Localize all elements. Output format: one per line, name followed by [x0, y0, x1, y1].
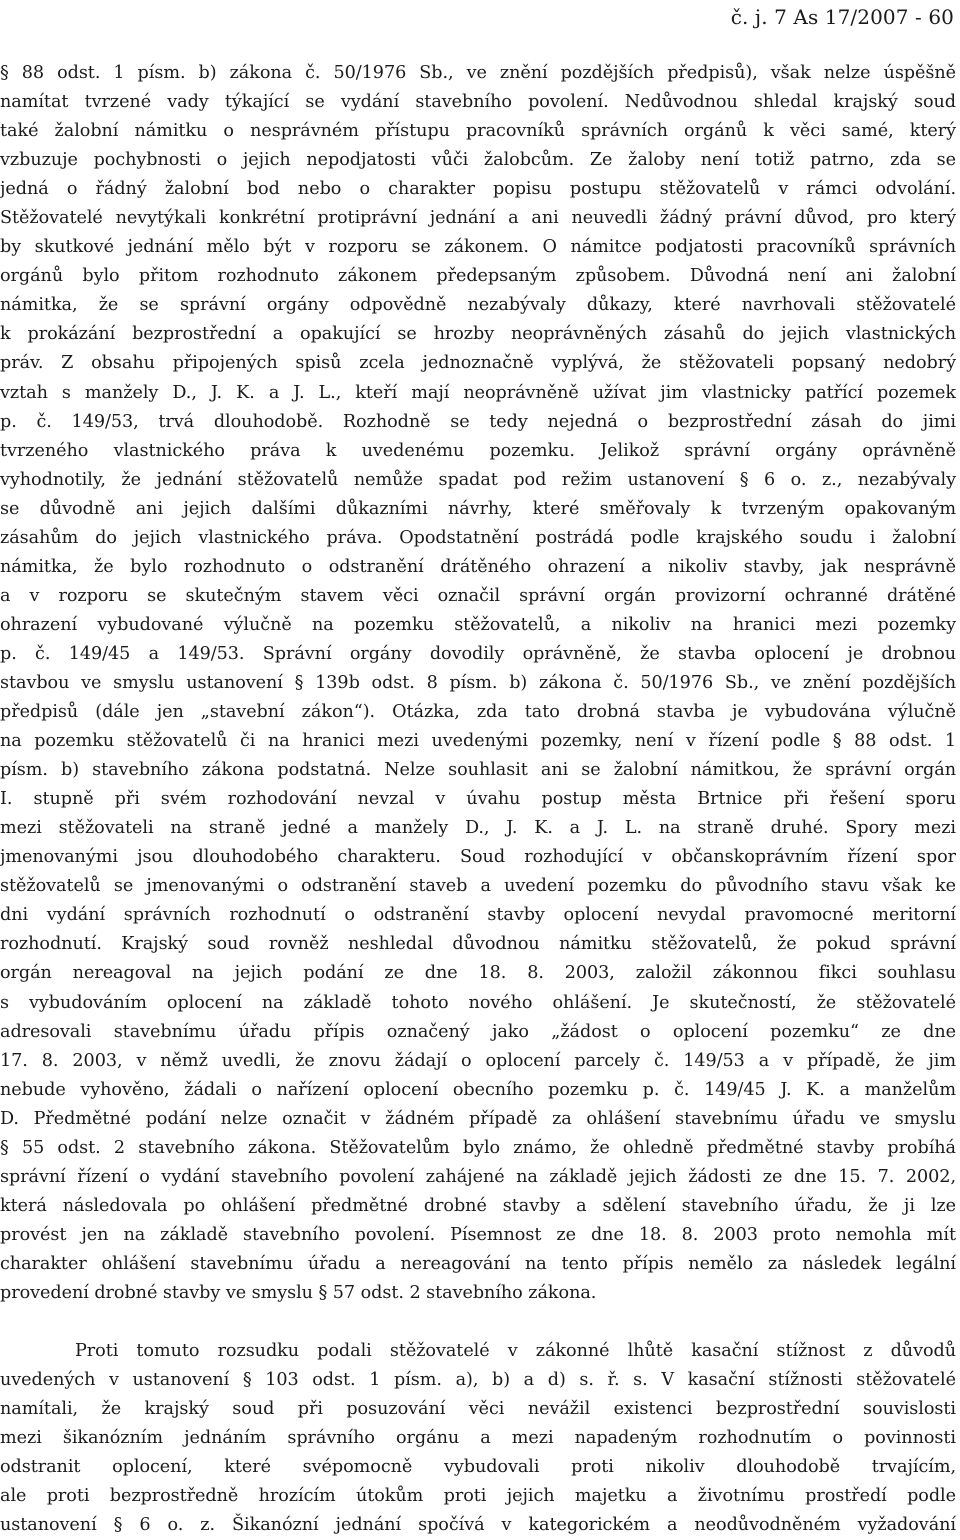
- text-line: dni vydání správních rozhodnutí o odstranění stavby oplocení nevydal pravomocné meritorní: [0, 905, 956, 926]
- text-line: p. č. 149/45 a 149/53. Správní orgány dovodily oprávněně, že stavba oplocení je drobnou: [0, 643, 956, 664]
- text-line: také žalobní námitku o nesprávném přístupu pracovníků správních orgánů k věci samé, který: [0, 121, 956, 142]
- paragraph: [0, 59, 956, 1308]
- text-line: by skutkové jednání mělo být v rozporu se zákonem. O námitce podjatosti pracovníků správních: [0, 237, 956, 258]
- text-line: která následovala po ohlášení předmětné drobné stavby a sdělení stavebního úřadu, že ji lze: [0, 1195, 956, 1216]
- text-line: ale proti bezprostředně hrozícím útokům proti jejich majetku a životnímu prostředí podle: [0, 1486, 956, 1507]
- text-line: jmenovanými jsou dlouhodobého charakteru. Soud rozhodující v občanskoprávním řízení spor: [0, 847, 956, 868]
- text-line: tvrzeného vlastnického práva k uvedenému pozemku. Jelikož správní orgány oprávněně: [0, 440, 956, 461]
- text-line: p. č. 149/53, trvá dlouhodobě. Rozhodně se tedy nejedná o bezprostřední zásah do jimi: [0, 411, 956, 432]
- text-line: správní řízení o vydání stavebního povolení zahájené na základě jejich žádosti ze dne 15. 7. 2002,: [0, 1166, 956, 1187]
- text-line: vztah s manžely D., J. K. a J. L., kteří mají neoprávněně užívat jim vlastnicky patřící pozemek: [0, 382, 956, 403]
- text-line: adresovali stavebnímu úřadu přípis označený jako „žádost o oplocení pozemku“ ze dne: [0, 1021, 956, 1042]
- document-body: [0, 59, 956, 1540]
- text-line: zásahům do jejich vlastnického práva. Opodstatnění postrádá podle krajského soudu i žalobní: [0, 527, 956, 548]
- text-line: orgán nereagoval na jejich podání ze dne 18. 8. 2003, založil zákonnou fikci souhlasu: [0, 963, 956, 984]
- text-line: mezi stěžovateli na straně jedné a manžely D., J. K. a J. L. na straně druhé. Spory mezi: [0, 818, 956, 839]
- text-line: provedení drobné stavby ve smyslu § 57 odst. 2 stavebního zákona.: [0, 1282, 597, 1303]
- text-line: mezi šikanózním jednáním správního orgánu a mezi napadeným rozhodnutím o povinnosti: [0, 1428, 956, 1449]
- case-number-header: č. j. 7 As 17/2007 - 60: [730, 5, 954, 29]
- text-line: § 88 odst. 1 písm. b) zákona č. 50/1976 Sb., ve znění pozdějších předpisů), však nelze úspěšně: [0, 63, 956, 83]
- text-line: Proti tomuto rozsudku podali stěžovatelé v zákonné lhůtě kasační stížnost z důvodů: [75, 1341, 956, 1362]
- text-line: charakter ohlášení stavebnímu úřadu a nereagování na tento přípis nemělo za následek legální: [0, 1253, 956, 1274]
- text-line: na pozemku stěžovatelů či na hranici mezi uvedenými pozemky, není v řízení podle § 88 odst. 1: [0, 731, 956, 752]
- text-line: s vybudováním oplocení na základě tohoto nového ohlášení. Je skutečností, že stěžovatelé: [0, 992, 956, 1013]
- text-line: námitka, že bylo rozhodnuto o odstranění drátěného ohrazení a nikoliv stavby, jak nesprávně: [0, 556, 956, 577]
- text-line: 17. 8. 2003, v němž uvedli, že znovu žádají o oplocení parcely č. 149/53 a v případě, že jim: [0, 1050, 956, 1071]
- paragraph-spacer: [0, 1308, 956, 1337]
- text-line: § 55 odst. 2 stavebního zákona. Stěžovatelům bylo známo, že ohledně předmětné stavby probíhá: [0, 1137, 956, 1158]
- text-line: odstranit oplocení, které svépomocně vybudovali proti nikoliv dlouhodobě trvajícím,: [0, 1457, 956, 1478]
- text-line: nebude vyhověno, žádali o nařízení oplocení obecního pozemku p. č. 149/45 J. K. a manželům: [0, 1079, 956, 1100]
- text-line: uvedených v ustanovení § 103 odst. 1 písm. a), b) a d) s. ř. s. V kasační stížnosti stěžovatelé: [0, 1370, 956, 1391]
- text-line: se důvodně ani jejich dalšími důkazními návrhy, které směřovaly k tvrzeným opakovaným: [0, 498, 956, 519]
- text-line: ohrazení vybudované výlučně na pozemku stěžovatelů, a nikoliv na hranici mezi pozemky: [0, 614, 956, 635]
- text-line: jedná o řádný žalobní bod nebo o charakter popisu postupu stěžovatelů v rámci odvolání.: [0, 179, 956, 200]
- text-line: namítali, že krajský soud při posuzování věci nevážil existenci bezprostřední souvislosti: [0, 1399, 956, 1420]
- text-line: ustanovení § 6 o. z. Šikanózní jednání spočívá v kategorickém a neodůvodněném vyžadování: [0, 1515, 956, 1536]
- text-line: práv. Z obsahu připojených spisů zcela jednoznačně vyplývá, že stěžovateli popsaný nedobrý: [0, 353, 956, 374]
- text-line: a v rozporu se skutečným stavem věci označil správní orgán provizorní ochranné drátěné: [0, 585, 956, 606]
- text-line: námitka, že se správní orgány odpovědně nezabývaly důkazy, které navrhovali stěžovatelé: [0, 295, 956, 316]
- paragraph: [0, 1337, 956, 1540]
- text-line: vyhodnotily, že jednání stěžovatelů nemůže spadat pod režim ustanovení § 6 o. z., nezabývaly: [0, 469, 956, 490]
- text-line: orgánů bylo přitom rozhodnuto zákonem předepsaným způsobem. Důvodná není ani žalobní: [0, 266, 956, 287]
- text-line: Stěžovatelé nevytýkali konkrétní protiprávní jednání a ani neuvedli žádný právní důvod, pro který: [0, 208, 956, 229]
- text-line: vzbuzuje pochybnosti o jejich nepodjatosti vůči žalobcům. Ze žaloby není totiž patrno, zda se: [0, 150, 956, 171]
- text-line: k prokázání bezprostřední a opakující se hrozby neoprávněných zásahů do jejich vlastnických: [0, 324, 956, 345]
- text-line: provést jen na základě stavebního povolení. Písemnost ze dne 18. 8. 2003 proto nemohla mít: [0, 1224, 956, 1245]
- text-line: namítat tvrzené vady týkající se vydání stavebního povolení. Nedůvodnou shledal krajský soud: [0, 92, 956, 113]
- text-line: stěžovatelů se jmenovanými o odstranění staveb a uvedení pozemku do původního stavu však ke: [0, 876, 956, 897]
- text-line: rozhodnutí. Krajský soud rovněž neshledal důvodnou námitku stěžovatelů, že pokud správní: [0, 934, 956, 955]
- text-line: písm. b) stavebního zákona podstatná. Nelze souhlasit ani se žalobní námitkou, že správní orgán: [0, 760, 956, 781]
- text-line: předpisů (dále jen „stavební zákon“). Otázka, zda tato drobná stavba je vybudována výlučně: [0, 702, 956, 723]
- text-line: stavbou ve smyslu ustanovení § 139b odst. 8 písm. b) zákona č. 50/1976 Sb., ve znění pozdějších: [0, 672, 956, 693]
- text-line: I. stupně při svém rozhodování nevzal v úvahu postup města Brtnice při řešení sporu: [0, 789, 956, 810]
- text-line: D. Předmětné podání nelze označit v žádném případě za ohlášení stavebnímu úřadu ve smyslu: [0, 1108, 956, 1129]
